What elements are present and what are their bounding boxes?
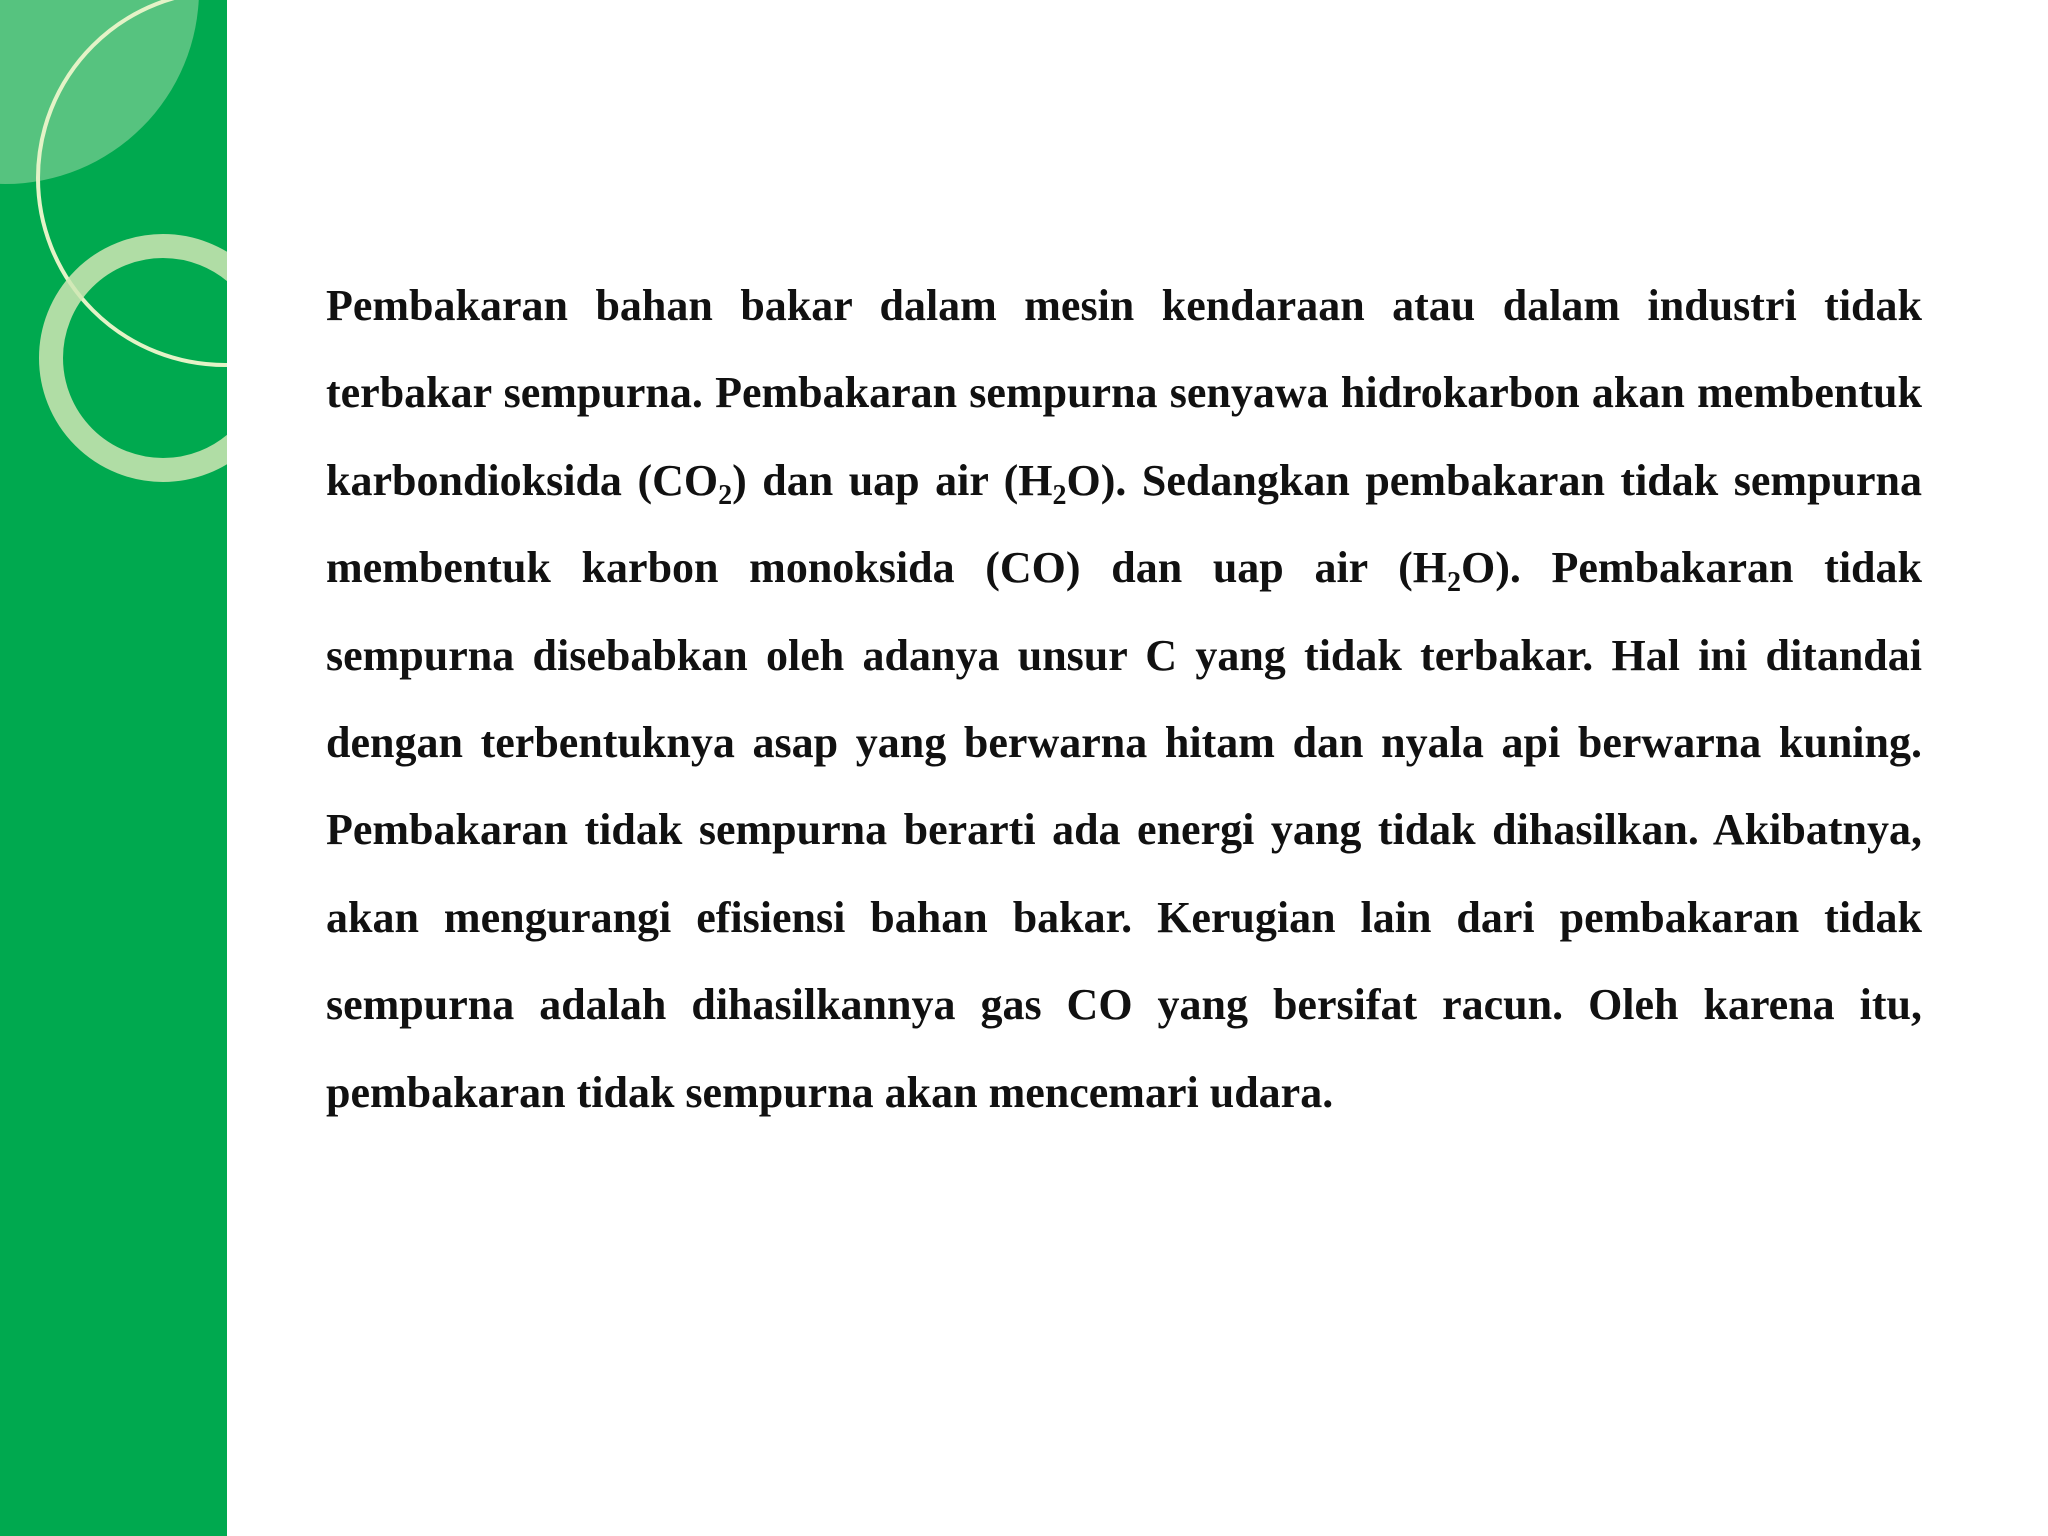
ring-shape: [51, 246, 227, 470]
subscript: 2: [1052, 479, 1067, 511]
decorative-circles-graphic: [0, 0, 227, 1536]
subscript: 2: [718, 479, 733, 511]
translucent-disc-shape: [0, 0, 199, 184]
decorative-sidebar: [0, 0, 227, 1536]
body-text-block: [326, 262, 1922, 1136]
text-segment: O). Pembakaran tidak sempurna disebabkan oleh adanya unsur C yang tidak terbakar. Hal ini ditandai dengan terbentuknya asap yang berwarna hitam dan nyala api berwarna kuning. Pembakaran tidak sempurna berarti ada energi yang tidak dihasilkan. Akibatnya, akan mengurangi efisiensi bahan bakar. Kerugian lain dari pembakaran tidak sempurna adalah dihasilkannya gas CO yang bersifat racun. Oleh karena itu, pembakaran tidak sempurna akan mencemari udara.: [326, 543, 1923, 1117]
text-segment: O). Sedangkan pembakaran tidak sempurna membentuk karbon monoksida (CO) dan uap air (H: [326, 455, 1923, 593]
subscript: 2: [1446, 567, 1461, 599]
text-segment: Pembakaran bahan bakar dalam mesin kendaraan atau dalam industri tidak terbakar sempurna. Pembakaran sempurna senyawa hidrokarbon akan membentuk karbondioksida (CO: [326, 281, 1922, 505]
text-segment: ) dan uap air (H: [732, 455, 1053, 505]
body-paragraph: [326, 262, 1922, 1136]
